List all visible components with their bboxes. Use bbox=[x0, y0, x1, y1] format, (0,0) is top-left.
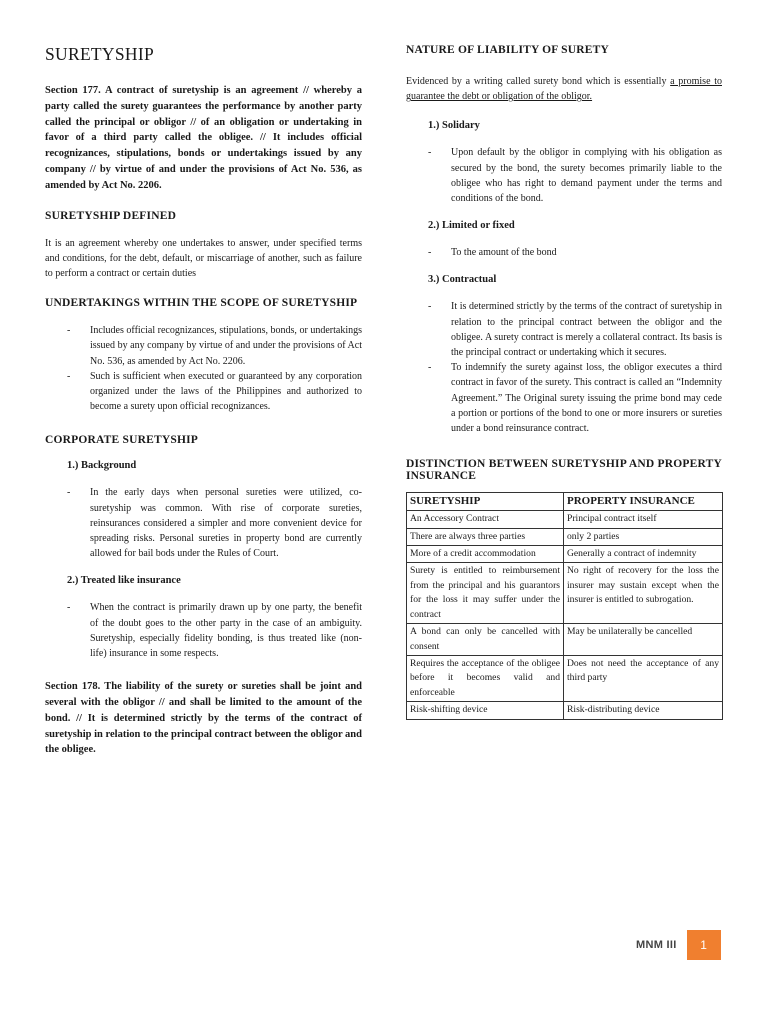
dash-marker: - bbox=[67, 370, 71, 382]
list-item bbox=[45, 485, 362, 561]
table-row bbox=[407, 702, 723, 719]
background-heading: 1.) Background bbox=[67, 460, 137, 472]
list-item-text: In the early days when personal sureties were utilized, co-suretyship was common. With rise of corporate sureties, reinsurances considered a simpler and more convenient device for spreading risks. Personal sureties in property bond are currently allowed for bail bods under the Rules of Court. bbox=[90, 487, 362, 560]
table-header-row bbox=[407, 493, 723, 511]
right-column bbox=[406, 44, 722, 720]
nature-text-plain: Evidenced by a writing called surety bond which is essentially bbox=[406, 76, 671, 87]
contractual-heading: 3.) Contractual bbox=[428, 274, 497, 286]
table-cell: There are always three parties bbox=[407, 528, 564, 545]
nature-of-liability-heading: NATURE OF LIABILITY OF SURETY bbox=[406, 44, 610, 56]
left-column bbox=[45, 44, 362, 774]
list-item bbox=[406, 145, 722, 206]
table-cell: Surety is entitled to reimbursement from the principal and his guarantors for the loss it may suffer under the contract bbox=[407, 563, 564, 624]
section-178-text: Section 178. The liability of the surety or sureties shall be joint and several with the obligor // and shall be limited to the amount of the bond. // It is determined strictly by the terms of the contract of suretyship in relation to the principal contract between the obligor and the obligee. bbox=[45, 681, 362, 756]
distinction-heading: DISTINCTION BETWEEN SURETYSHIP AND PROPERTY INSURANCE bbox=[406, 458, 722, 483]
undertakings-list bbox=[45, 323, 362, 414]
dash-marker: - bbox=[428, 362, 432, 374]
limited-or-fixed-heading: 2.) Limited or fixed bbox=[428, 220, 515, 232]
table-cell: Risk-distributing device bbox=[564, 702, 723, 719]
table-row bbox=[407, 511, 723, 528]
footer-label: MNM III bbox=[636, 939, 677, 951]
background-list bbox=[45, 485, 362, 561]
table-row bbox=[407, 655, 723, 701]
list-item-text: Includes official recognizances, stipulations, bonds, or undertakings issued by any company by virtue of and under the provisions of Act No. 536, as amended by Act No. 2206. bbox=[90, 325, 362, 367]
nature-of-liability-text bbox=[406, 74, 722, 104]
list-item bbox=[406, 245, 722, 260]
comparison-table bbox=[406, 492, 723, 719]
page-footer bbox=[636, 930, 721, 960]
dash-marker: - bbox=[67, 602, 71, 614]
table-cell: Requires the acceptance of the obligee before it becomes valid and enforceable bbox=[407, 655, 564, 701]
dash-marker: - bbox=[428, 301, 432, 313]
suretyship-defined-text: It is an agreement whereby one undertakes to answer, under specified terms and conditions, for the debt, default, or miscarriage of another, such as failure to perform a contract or certain duties bbox=[45, 237, 362, 279]
section-177-text: Section 177. A contract of suretyship is an agreement // whereby a party called the surety guarantees the performance by another party called the principal or obligor // of an obligation or undertaking in favor of a third party called the obligee. // It includes official recognizances, stipulations, bonds or undertakings issued by any company // by virtue of and under the provisions of Act No. 536, as amended by Act No. 2206. bbox=[45, 85, 362, 191]
dash-marker: - bbox=[67, 487, 71, 499]
dash-marker: - bbox=[428, 247, 432, 259]
list-item bbox=[406, 299, 722, 360]
table-cell: only 2 parties bbox=[564, 528, 723, 545]
solidary-list bbox=[406, 145, 722, 206]
table-row bbox=[407, 546, 723, 563]
table-cell: No right of recovery for the loss the insurer may sustain except when the insurer is entitled to subrogation. bbox=[564, 563, 723, 624]
suretyship-defined-heading: SURETYSHIP DEFINED bbox=[45, 209, 177, 222]
table-row bbox=[407, 563, 723, 624]
dash-marker: - bbox=[428, 147, 432, 159]
list-item bbox=[45, 369, 362, 415]
page-number-badge: 1 bbox=[687, 930, 721, 960]
table-cell: More of a credit accommodation bbox=[407, 546, 564, 563]
insurance-list bbox=[45, 600, 362, 661]
table-cell: A bond can only be cancelled with consent bbox=[407, 624, 564, 656]
column-header-property-insurance: PROPERTY INSURANCE bbox=[564, 493, 723, 511]
solidary-heading: 1.) Solidary bbox=[428, 120, 480, 132]
corporate-suretyship-heading: CORPORATE SURETYSHIP bbox=[45, 434, 198, 447]
table-row bbox=[407, 624, 723, 656]
page-title: SURETYSHIP bbox=[45, 44, 154, 64]
table-cell: An Accessory Contract bbox=[407, 511, 564, 528]
table-cell: Does not need the acceptance of any third party bbox=[564, 655, 723, 701]
list-item-text: To indemnify the surety against loss, the obligor executes a third contract in favor of the surety. This contract is called an “Indemnity Agreement.” The Original surety issuing the prime bond may cede a portion or portions of the bond to one or more insurers or sureties under a bond reinsurance contract. bbox=[451, 362, 722, 435]
table-cell: Risk-shifting device bbox=[407, 702, 564, 719]
treated-like-insurance-heading: 2.) Treated like insurance bbox=[67, 575, 181, 587]
contractual-list bbox=[406, 299, 722, 436]
table-cell: Principal contract itself bbox=[564, 511, 723, 528]
list-item bbox=[45, 600, 362, 661]
nature-text-underlined: a promise to guarantee the debt or obligation of the obligor. bbox=[406, 76, 722, 103]
list-item bbox=[406, 360, 722, 436]
list-item-text: When the contract is primarily drawn up by one party, the benefit of the doubt goes to the other party in the case of an ambiguity. Suretyship, especially fidelity bonding, is thus treated like (non-life) insurance in some respects. bbox=[90, 602, 362, 660]
list-item bbox=[45, 323, 362, 369]
undertakings-heading: UNDERTAKINGS WITHIN THE SCOPE OF SURETYSHIP bbox=[45, 297, 358, 310]
table-cell: Generally a contract of indemnity bbox=[564, 546, 723, 563]
list-item-text: It is determined strictly by the terms of the contract of suretyship in relation to the principal contract between the obligor and the obligee. A surety contract is merely a collateral contract. Its basis is the principal contract or undertaking which it secures. bbox=[451, 301, 722, 359]
table-row bbox=[407, 528, 723, 545]
dash-marker: - bbox=[67, 325, 71, 337]
table-cell: May be unilaterally be cancelled bbox=[564, 624, 723, 656]
list-item-text: Upon default by the obligor in complying with his obligation as secured by the bond, the surety becomes primarily liable to the obligee who has right to demand payment under the terms and conditions of the bond. bbox=[451, 147, 722, 205]
column-header-suretyship: SURETYSHIP bbox=[407, 493, 564, 511]
limited-list bbox=[406, 245, 722, 260]
list-item-text: Such is sufficient when executed or guaranteed by any corporation organized under the laws of the Philippines and authorized to become a surety upon official recognizances. bbox=[90, 370, 362, 413]
list-item-text: To the amount of the bond bbox=[451, 247, 557, 259]
